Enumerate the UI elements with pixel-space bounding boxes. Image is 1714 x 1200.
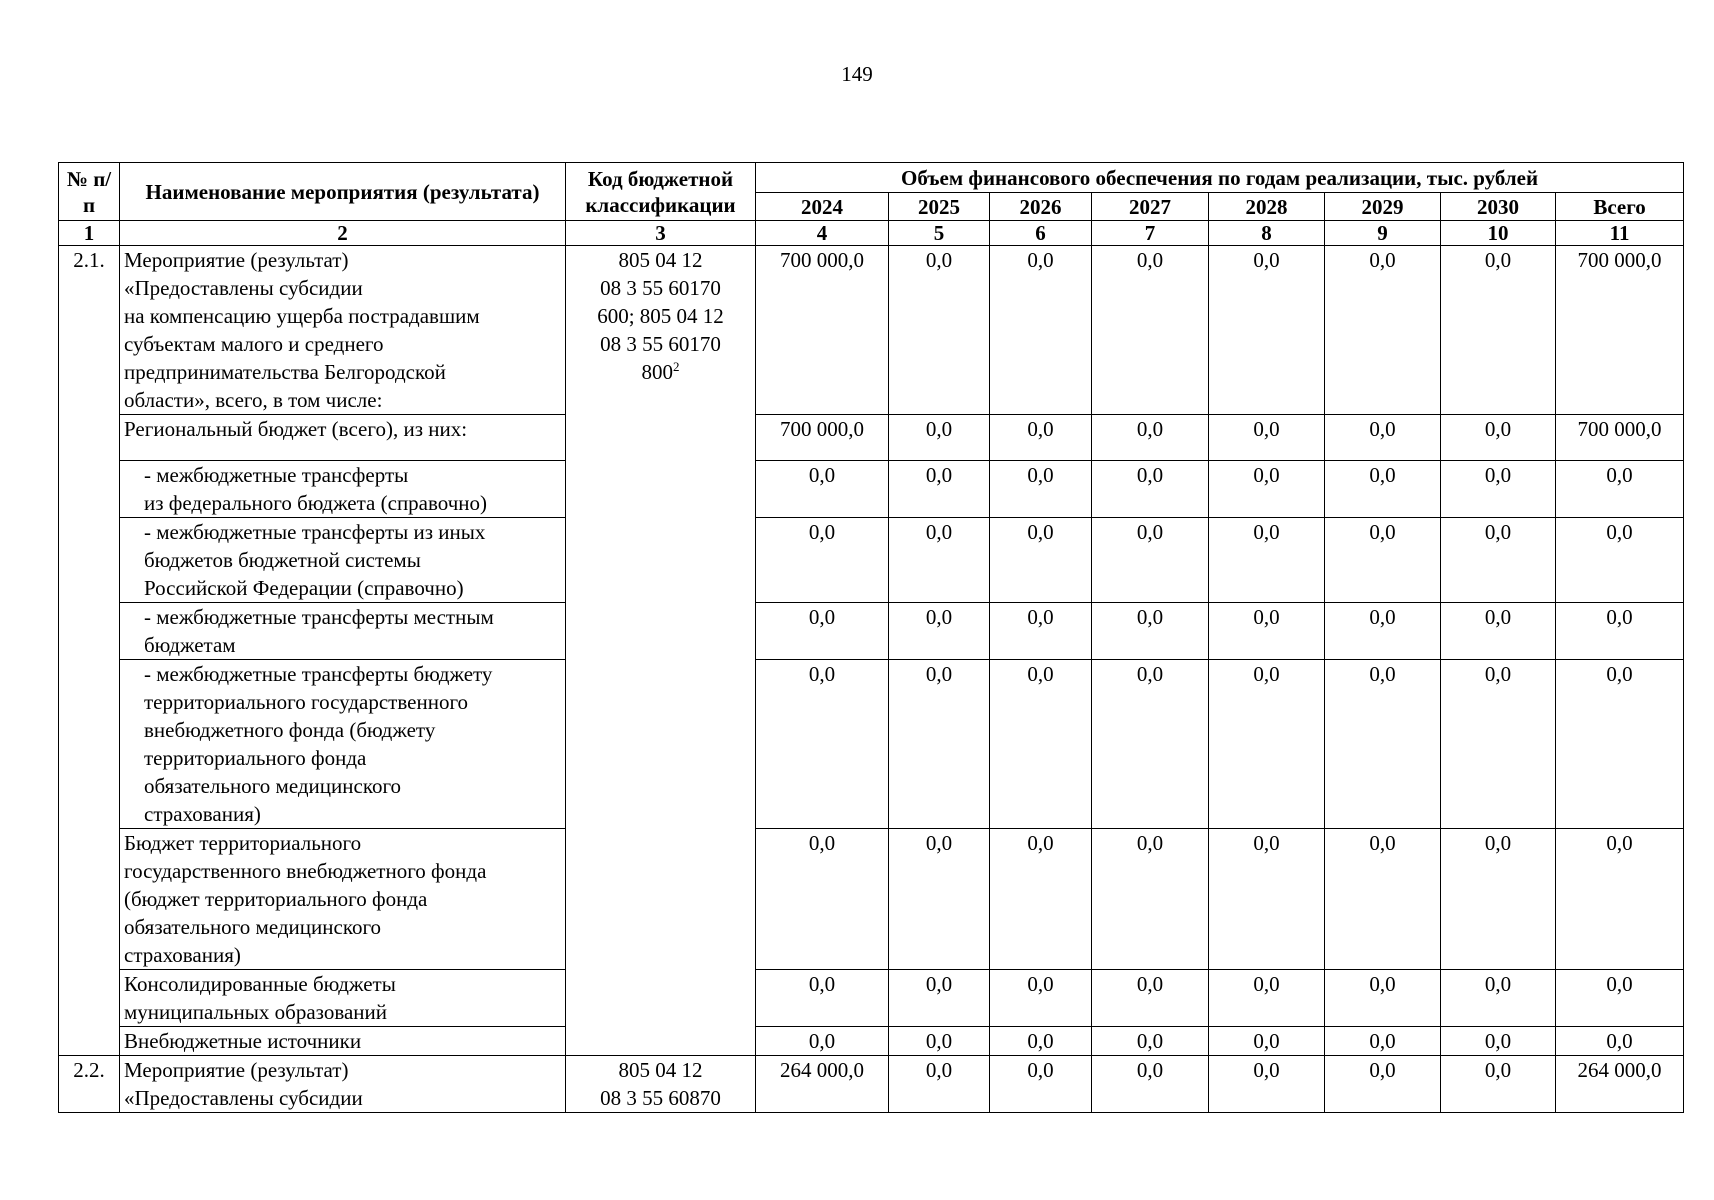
amount-cell: 0,0 bbox=[1209, 518, 1325, 603]
budget-table bbox=[58, 162, 1684, 1113]
amount-cell: 0,0 bbox=[1441, 246, 1556, 415]
measure-name-line: страхования) bbox=[124, 943, 241, 967]
measure-name bbox=[120, 603, 566, 660]
amount-cell: 0,0 bbox=[1092, 1056, 1209, 1113]
amount-cell: 0,0 bbox=[1092, 518, 1209, 603]
amount-cell: 0,0 bbox=[1092, 461, 1209, 518]
amount-cell: 0,0 bbox=[889, 415, 990, 461]
amount-cell: 0,0 bbox=[1441, 1056, 1556, 1113]
measure-name-line: Мероприятие (результат) bbox=[124, 248, 349, 272]
amount-cell: 0,0 bbox=[756, 829, 889, 970]
column-number: 2 bbox=[120, 221, 566, 246]
amount-cell: 0,0 bbox=[889, 518, 990, 603]
amount-cell: 0,0 bbox=[1556, 1027, 1684, 1056]
measure-name-line: - межбюджетные трансферты бюджету bbox=[144, 662, 493, 686]
budget-code-text: 800 bbox=[641, 360, 673, 384]
measure-name-line: субъектам малого и среднего bbox=[124, 332, 384, 356]
measure-name-line: - межбюджетные трансферты из иных bbox=[144, 520, 486, 544]
amount-cell: 0,0 bbox=[1325, 660, 1441, 829]
measure-name-line: Мероприятие (результат) bbox=[124, 1058, 349, 1082]
column-number: 8 bbox=[1209, 221, 1325, 246]
budget-code bbox=[566, 246, 756, 1056]
table-row bbox=[59, 461, 1684, 518]
amount-cell: 0,0 bbox=[756, 660, 889, 829]
measure-name-line: области», всего, в том числе: bbox=[124, 388, 383, 412]
measure-name-line: территориального государственного bbox=[144, 690, 469, 714]
amount-cell: 0,0 bbox=[1092, 1027, 1209, 1056]
measure-name-line: Региональный бюджет (всего), из них: bbox=[124, 417, 468, 441]
amount-cell: 0,0 bbox=[1325, 1027, 1441, 1056]
table-row bbox=[59, 829, 1684, 970]
amount-cell: 0,0 bbox=[1209, 970, 1325, 1027]
amount-cell: 0,0 bbox=[1325, 829, 1441, 970]
table-row bbox=[59, 1056, 1684, 1113]
budget-code-text: 08 3 55 60170 bbox=[600, 276, 721, 300]
measure-name bbox=[120, 518, 566, 603]
header-year: 2026 bbox=[990, 193, 1092, 221]
amount-cell: 0,0 bbox=[1325, 970, 1441, 1027]
column-number: 4 bbox=[756, 221, 889, 246]
table-row bbox=[59, 518, 1684, 603]
measure-name-line: государственного внебюджетного фонда bbox=[124, 859, 487, 883]
header-year: 2028 bbox=[1209, 193, 1325, 221]
measure-name-line: муниципальных образований bbox=[124, 1000, 387, 1024]
amount-cell: 0,0 bbox=[756, 461, 889, 518]
measure-name bbox=[120, 246, 566, 415]
measure-name-line: «Предоставлены субсидии bbox=[124, 276, 363, 300]
header-code: Код бюджетной классификации bbox=[566, 163, 756, 221]
amount-cell: 0,0 bbox=[1209, 1056, 1325, 1113]
amount-cell: 0,0 bbox=[1325, 603, 1441, 660]
measure-name-line: Бюджет территориального bbox=[124, 831, 362, 855]
amount-cell: 264 000,0 bbox=[756, 1056, 889, 1113]
amount-cell: 264 000,0 bbox=[1556, 1056, 1684, 1113]
budget-code-text: 600; 805 04 12 bbox=[597, 304, 724, 328]
column-number: 6 bbox=[990, 221, 1092, 246]
amount-cell: 0,0 bbox=[1441, 970, 1556, 1027]
amount-cell: 0,0 bbox=[889, 246, 990, 415]
measure-name-line: Консолидированные бюджеты bbox=[124, 972, 396, 996]
amount-cell: 0,0 bbox=[1441, 518, 1556, 603]
column-number: 5 bbox=[889, 221, 990, 246]
measure-name-line: внебюджетного фонда (бюджету bbox=[144, 718, 436, 742]
measure-name-line: Внебюджетные источники bbox=[124, 1029, 362, 1053]
measure-name-line: на компенсацию ущерба пострадавшим bbox=[124, 304, 480, 328]
amount-cell: 700 000,0 bbox=[1556, 246, 1684, 415]
measure-name-line: - межбюджетные трансферты местным bbox=[144, 605, 494, 629]
amount-cell: 0,0 bbox=[1325, 415, 1441, 461]
table-row bbox=[59, 246, 1684, 415]
header-year: 2027 bbox=[1092, 193, 1209, 221]
amount-cell: 0,0 bbox=[889, 970, 990, 1027]
footnote-mark: 2 bbox=[673, 359, 680, 374]
amount-cell: 0,0 bbox=[1325, 518, 1441, 603]
measure-name bbox=[120, 829, 566, 970]
budget-code-text: 805 04 12 bbox=[618, 1058, 703, 1082]
amount-cell: 0,0 bbox=[1092, 829, 1209, 970]
amount-cell: 0,0 bbox=[1209, 415, 1325, 461]
budget-code-line bbox=[570, 330, 751, 358]
amount-cell: 0,0 bbox=[1556, 970, 1684, 1027]
header-funding: Объем финансового обеспечения по годам реализации, тыс. рублей bbox=[756, 163, 1684, 193]
budget-code-line bbox=[570, 1056, 751, 1084]
measure-name-line: страхования) bbox=[144, 802, 261, 826]
amount-cell: 0,0 bbox=[1092, 970, 1209, 1027]
measure-name-line: обязательного медицинского bbox=[124, 915, 382, 939]
budget-code-text: 805 04 12 bbox=[618, 248, 703, 272]
header-year: 2025 bbox=[889, 193, 990, 221]
header-year: 2030 bbox=[1441, 193, 1556, 221]
amount-cell: 700 000,0 bbox=[756, 415, 889, 461]
amount-cell: 0,0 bbox=[756, 970, 889, 1027]
amount-cell: 0,0 bbox=[1441, 829, 1556, 970]
measure-name bbox=[120, 660, 566, 829]
amount-cell: 0,0 bbox=[756, 603, 889, 660]
amount-cell: 0,0 bbox=[1209, 660, 1325, 829]
amount-cell: 0,0 bbox=[756, 1027, 889, 1056]
column-number: 10 bbox=[1441, 221, 1556, 246]
amount-cell: 0,0 bbox=[1556, 461, 1684, 518]
amount-cell: 0,0 bbox=[1441, 1027, 1556, 1056]
table-row bbox=[59, 660, 1684, 829]
amount-cell: 0,0 bbox=[1556, 603, 1684, 660]
amount-cell: 0,0 bbox=[1441, 461, 1556, 518]
amount-cell: 0,0 bbox=[1092, 660, 1209, 829]
amount-cell: 0,0 bbox=[990, 1056, 1092, 1113]
amount-cell: 0,0 bbox=[990, 1027, 1092, 1056]
table-row bbox=[59, 1027, 1684, 1056]
amount-cell: 0,0 bbox=[889, 829, 990, 970]
budget-code-text: 08 3 55 60870 bbox=[600, 1086, 721, 1110]
measure-name-line: обязательного медицинского bbox=[144, 774, 402, 798]
amount-cell: 0,0 bbox=[990, 461, 1092, 518]
table-row bbox=[59, 415, 1684, 461]
measure-name bbox=[120, 415, 566, 461]
budget-code-line bbox=[570, 246, 751, 274]
measure-name bbox=[120, 461, 566, 518]
amount-cell: 0,0 bbox=[990, 970, 1092, 1027]
amount-cell: 0,0 bbox=[990, 660, 1092, 829]
column-number: 11 bbox=[1556, 221, 1684, 246]
amount-cell: 0,0 bbox=[1209, 461, 1325, 518]
column-number: 9 bbox=[1325, 221, 1441, 246]
header-name: Наименование мероприятия (результата) bbox=[120, 163, 566, 221]
measure-name-line: Российской Федерации (справочно) bbox=[144, 576, 464, 600]
amount-cell: 0,0 bbox=[889, 603, 990, 660]
header-year: 2029 bbox=[1325, 193, 1441, 221]
budget-code-text: 08 3 55 60170 bbox=[600, 332, 721, 356]
amount-cell: 0,0 bbox=[1092, 603, 1209, 660]
measure-name-line: «Предоставлены субсидии bbox=[124, 1086, 363, 1110]
amount-cell: 0,0 bbox=[990, 518, 1092, 603]
budget-code-line bbox=[570, 358, 751, 386]
amount-cell: 0,0 bbox=[1556, 829, 1684, 970]
amount-cell: 0,0 bbox=[1209, 603, 1325, 660]
header-no: № п/п bbox=[59, 163, 120, 221]
amount-cell: 0,0 bbox=[1441, 660, 1556, 829]
measure-name-line: предпринимательства Белгородской bbox=[124, 360, 446, 384]
amount-cell: 0,0 bbox=[990, 603, 1092, 660]
amount-cell: 0,0 bbox=[1556, 518, 1684, 603]
row-number: 2.2. bbox=[59, 1056, 120, 1113]
measure-name-line: (бюджет территориального фонда bbox=[124, 887, 428, 911]
amount-cell: 0,0 bbox=[990, 415, 1092, 461]
amount-cell: 0,0 bbox=[756, 518, 889, 603]
measure-name-line: - межбюджетные трансферты bbox=[144, 463, 409, 487]
budget-code-line bbox=[570, 302, 751, 330]
amount-cell: 0,0 bbox=[1441, 603, 1556, 660]
amount-cell: 0,0 bbox=[990, 246, 1092, 415]
column-number: 7 bbox=[1092, 221, 1209, 246]
amount-cell: 0,0 bbox=[1209, 1027, 1325, 1056]
amount-cell: 0,0 bbox=[889, 461, 990, 518]
measure-name-line: бюджетам bbox=[144, 633, 236, 657]
amount-cell: 0,0 bbox=[1092, 415, 1209, 461]
column-number: 3 bbox=[566, 221, 756, 246]
page-number: 149 bbox=[841, 62, 873, 86]
amount-cell: 0,0 bbox=[1325, 1056, 1441, 1113]
amount-cell: 0,0 bbox=[990, 829, 1092, 970]
budget-code-line bbox=[570, 274, 751, 302]
amount-cell: 0,0 bbox=[1556, 660, 1684, 829]
amount-cell: 0,0 bbox=[1092, 246, 1209, 415]
table-row bbox=[59, 970, 1684, 1027]
measure-name bbox=[120, 1056, 566, 1113]
budget-code bbox=[566, 1056, 756, 1113]
header-year: 2024 bbox=[756, 193, 889, 221]
measure-name-line: территориального фонда bbox=[144, 746, 367, 770]
amount-cell: 0,0 bbox=[1325, 461, 1441, 518]
measure-name-line: бюджетов бюджетной системы bbox=[144, 548, 421, 572]
amount-cell: 700 000,0 bbox=[756, 246, 889, 415]
measure-name bbox=[120, 970, 566, 1027]
budget-code-line bbox=[570, 1084, 751, 1112]
amount-cell: 0,0 bbox=[1325, 246, 1441, 415]
measure-name bbox=[120, 1027, 566, 1056]
amount-cell: 0,0 bbox=[889, 1027, 990, 1056]
row-number: 2.1. bbox=[59, 246, 120, 1056]
measure-name-line: из федерального бюджета (справочно) bbox=[144, 491, 488, 515]
table-row bbox=[59, 603, 1684, 660]
amount-cell: 0,0 bbox=[1209, 829, 1325, 970]
amount-cell: 700 000,0 bbox=[1556, 415, 1684, 461]
column-number: 1 bbox=[59, 221, 120, 246]
amount-cell: 0,0 bbox=[889, 1056, 990, 1113]
amount-cell: 0,0 bbox=[1441, 415, 1556, 461]
header-year: Всего bbox=[1556, 193, 1684, 221]
amount-cell: 0,0 bbox=[889, 660, 990, 829]
amount-cell: 0,0 bbox=[1209, 246, 1325, 415]
